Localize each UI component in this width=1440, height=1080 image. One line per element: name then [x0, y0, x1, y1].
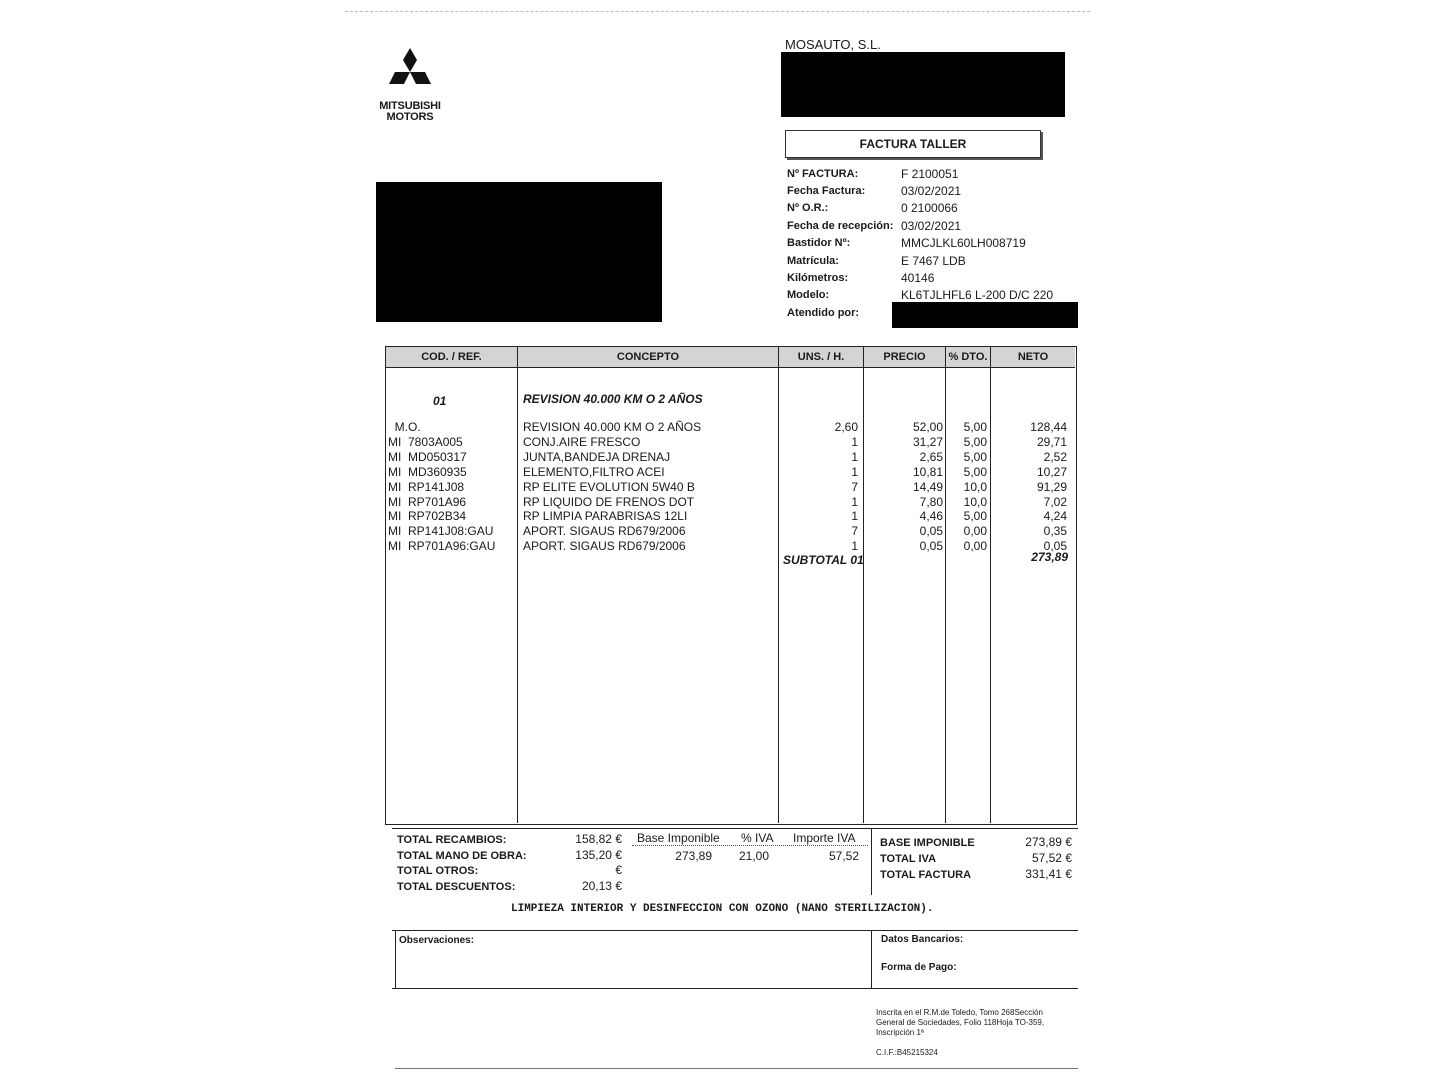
- info-value: 40146: [901, 271, 935, 286]
- logo-line-2: MOTORS: [386, 111, 434, 123]
- row-uns: 1: [851, 449, 858, 464]
- info-label: Matrícula:: [787, 254, 839, 267]
- obs-bottom-line: [392, 988, 1078, 989]
- total-factura-value: 331,41 €: [1025, 867, 1072, 881]
- items-table: [385, 346, 1077, 825]
- datos-bancarios-label: Datos Bancarios:: [881, 934, 964, 945]
- row-ref: MI RP141J08:GAU: [388, 524, 494, 539]
- row-uns: 1: [851, 434, 858, 449]
- row-concept: APORT. SIGAUS RD679/2006: [523, 524, 686, 539]
- row-net: 2,52: [1043, 449, 1067, 464]
- obs-sep: [871, 930, 872, 988]
- row-concept: CONJ.AIRE FRESCO: [523, 434, 641, 449]
- base-imponible-value: 273,89 €: [1025, 835, 1072, 849]
- info-label: Modelo:: [787, 289, 830, 302]
- page-top-edge: [345, 11, 1090, 12]
- invoice-info-row: [787, 165, 1087, 182]
- row-ref: M.O.: [388, 420, 421, 434]
- info-value: 03/02/2021: [901, 218, 962, 233]
- row-price: 14,49: [912, 479, 943, 494]
- row-price: 0,05: [919, 539, 943, 554]
- row-net: 29,71: [1036, 434, 1067, 449]
- info-label: Bastidor Nº:: [787, 237, 851, 250]
- col-header-net: NETO: [1017, 351, 1049, 363]
- total-factura-label: TOTAL FACTURA: [880, 869, 972, 881]
- col-sep: [863, 347, 864, 823]
- total-iva-label: TOTAL IVA: [880, 853, 937, 865]
- redacted-attendant: [892, 302, 1078, 328]
- invoice-info-row: [787, 217, 1087, 234]
- col-header-price: PRECIO: [883, 351, 926, 363]
- col-sep: [945, 347, 946, 823]
- row-ref: MI RP702B34: [388, 509, 467, 524]
- col-sep: [990, 347, 991, 823]
- obs-left-line: [395, 930, 396, 988]
- three-diamonds-icon: [372, 46, 448, 96]
- info-label: Nº O.R.:: [787, 202, 829, 215]
- cif: C.I.F.:B45215324: [876, 1048, 938, 1057]
- registry-info: [876, 1008, 1044, 1058]
- iva-pct-value: 21,00: [739, 849, 770, 863]
- info-label: Fecha de recepción:: [787, 219, 894, 232]
- row-net: 0,05: [1043, 539, 1067, 554]
- row-dto: 5,00: [963, 420, 987, 434]
- info-value: MMCJLKL60LH008719: [901, 236, 1026, 251]
- row-price: 7,80: [919, 494, 943, 509]
- total-descuentos-value: 20,13 €: [581, 879, 622, 893]
- invoice-info: [787, 165, 1087, 322]
- row-net: 7,02: [1043, 494, 1067, 509]
- obs-top-line: [392, 930, 1078, 931]
- row-concept: RP LIQUIDO DE FRENOS DOT: [523, 494, 695, 509]
- doc-title: FACTURA TALLER: [859, 137, 967, 151]
- row-price: 31,27: [912, 434, 943, 449]
- invoice-note: LIMPIEZA INTERIOR Y DESINFECCION CON OZONO (NANO STERILIZACION).: [511, 903, 934, 915]
- row-uns: 7: [851, 524, 858, 539]
- row-dto: 10,0: [963, 479, 987, 494]
- company-name: MOSAUTO, S.L.: [785, 37, 881, 52]
- redacted-client: [376, 182, 662, 322]
- row-ref: MI 7803A005: [388, 434, 463, 449]
- row-net: 4,24: [1043, 509, 1067, 524]
- row-ref: MI RP701A96:GAU: [388, 539, 496, 554]
- info-value: F 2100051: [901, 166, 959, 181]
- info-label: Fecha Factura:: [787, 185, 866, 198]
- invoice-info-row: [787, 269, 1087, 286]
- row-price: 0,05: [919, 524, 943, 539]
- row-uns: 1: [851, 509, 858, 524]
- info-value: KL6TJLHFL6 L-200 D/C 220: [901, 288, 1054, 303]
- doc-title-box: [785, 130, 1041, 158]
- row-uns: 7: [851, 479, 858, 494]
- mitsubishi-logo: [372, 46, 448, 123]
- iva-header-line: [632, 845, 868, 846]
- group-title: REVISION 40.000 KM O 2 AÑOS: [523, 392, 703, 406]
- page-bottom-line: [395, 1068, 1078, 1069]
- row-ref: MI RP701A96: [388, 494, 467, 509]
- row-uns: 1: [851, 494, 858, 509]
- redacted-address: [781, 52, 1065, 117]
- row-concept: APORT. SIGAUS RD679/2006: [523, 539, 686, 554]
- row-uns: 1: [851, 539, 858, 554]
- row-net: 10,27: [1036, 464, 1067, 479]
- info-label: Nº FACTURA:: [787, 167, 859, 180]
- subtotal-value: 273,89: [1031, 550, 1068, 564]
- row-concept: RP LIMPIA PARABRISAS 12LI: [523, 509, 688, 524]
- row-price: 10,81: [912, 464, 943, 479]
- row-dto: 5,00: [963, 464, 987, 479]
- row-concept: REVISION 40.000 KM O 2 AÑOS: [523, 420, 702, 434]
- row-concept: ELEMENTO,FILTRO ACEI: [523, 464, 665, 479]
- row-dto: 10,0: [963, 494, 987, 509]
- row-ref: MI RP141J08: [388, 479, 465, 494]
- row-ref: MI MD360935: [388, 464, 467, 479]
- row-price: 52,00: [912, 420, 943, 434]
- row-net: 91,29: [1036, 479, 1067, 494]
- row-dto: 0,00: [963, 524, 987, 539]
- totals-sep: [871, 828, 872, 895]
- row-dto: 5,00: [963, 449, 987, 464]
- info-label: Kilómetros:: [787, 272, 849, 285]
- total-recambios-label: TOTAL RECAMBIOS:: [397, 834, 507, 846]
- row-net: 128,44: [1030, 420, 1067, 434]
- total-iva-value: 57,52 €: [1031, 851, 1072, 865]
- iva-header-pct: % IVA: [741, 831, 774, 845]
- row-uns: 2,60: [834, 420, 858, 434]
- row-dto: 0,00: [963, 539, 987, 554]
- row-concept: JUNTA,BANDEJA DRENAJ: [523, 449, 671, 464]
- row-concept: RP ELITE EVOLUTION 5W40 B: [523, 479, 695, 494]
- total-mano-obra-value: 135,20 €: [575, 848, 622, 862]
- row-uns: 1: [851, 464, 858, 479]
- forma-pago-label: Forma de Pago:: [881, 962, 957, 973]
- observaciones-label: Observaciones:: [399, 935, 475, 946]
- iva-base-value: 273,89: [675, 849, 712, 863]
- total-recambios-value: 158,82 €: [575, 832, 622, 846]
- row-dto: 5,00: [963, 509, 987, 524]
- invoice-info-row: [787, 252, 1087, 269]
- invoice-info-row: [787, 235, 1087, 252]
- invoice-info-row: [787, 200, 1087, 217]
- row-price: 4,46: [919, 509, 943, 524]
- info-value: E 7467 LDB: [901, 253, 966, 268]
- registry-line-2: General de Sociedades, Folio 118Hoja TO-359,: [876, 1018, 1045, 1027]
- col-sep: [517, 347, 518, 823]
- group-code: 01: [433, 394, 447, 408]
- total-mano-obra-label: TOTAL MANO DE OBRA:: [397, 850, 527, 862]
- row-net: 0,35: [1043, 524, 1067, 539]
- registry-line-1: Inscrita en el R.M.de Toledo, Tomo 268Sección: [876, 1008, 1043, 1017]
- row-price: 2,65: [919, 449, 943, 464]
- invoice-info-row: [787, 182, 1087, 199]
- info-label: Atendido por:: [787, 306, 860, 319]
- col-header-dto: % DTO.: [948, 351, 988, 363]
- registry-line-3: Inscripción 1ª: [876, 1028, 924, 1037]
- row-dto: 5,00: [963, 434, 987, 449]
- col-header-concept: CONCEPTO: [616, 351, 680, 363]
- col-sep: [778, 347, 779, 823]
- iva-header-base: Base Imponible: [637, 831, 720, 845]
- base-imponible-label: BASE IMPONIBLE: [880, 837, 975, 849]
- logo-line-1: MITSUBISHI: [379, 100, 441, 112]
- row-ref: MI MD050317: [388, 449, 467, 464]
- total-descuentos-label: TOTAL DESCUENTOS:: [397, 881, 516, 893]
- col-header-uns: UNS. / H.: [797, 351, 845, 363]
- iva-amount-value: 57,52: [828, 849, 859, 863]
- totals-top-line: [392, 828, 1078, 829]
- col-header-ref: COD. / REF.: [421, 351, 482, 363]
- info-value: 0 2100066: [901, 201, 958, 216]
- info-value: 03/02/2021: [901, 184, 962, 199]
- iva-header-amount: Importe IVA: [793, 831, 856, 845]
- subtotal-label: SUBTOTAL 01: [783, 553, 864, 567]
- total-otros-value: €: [615, 863, 622, 877]
- total-otros-label: TOTAL OTROS:: [397, 865, 479, 877]
